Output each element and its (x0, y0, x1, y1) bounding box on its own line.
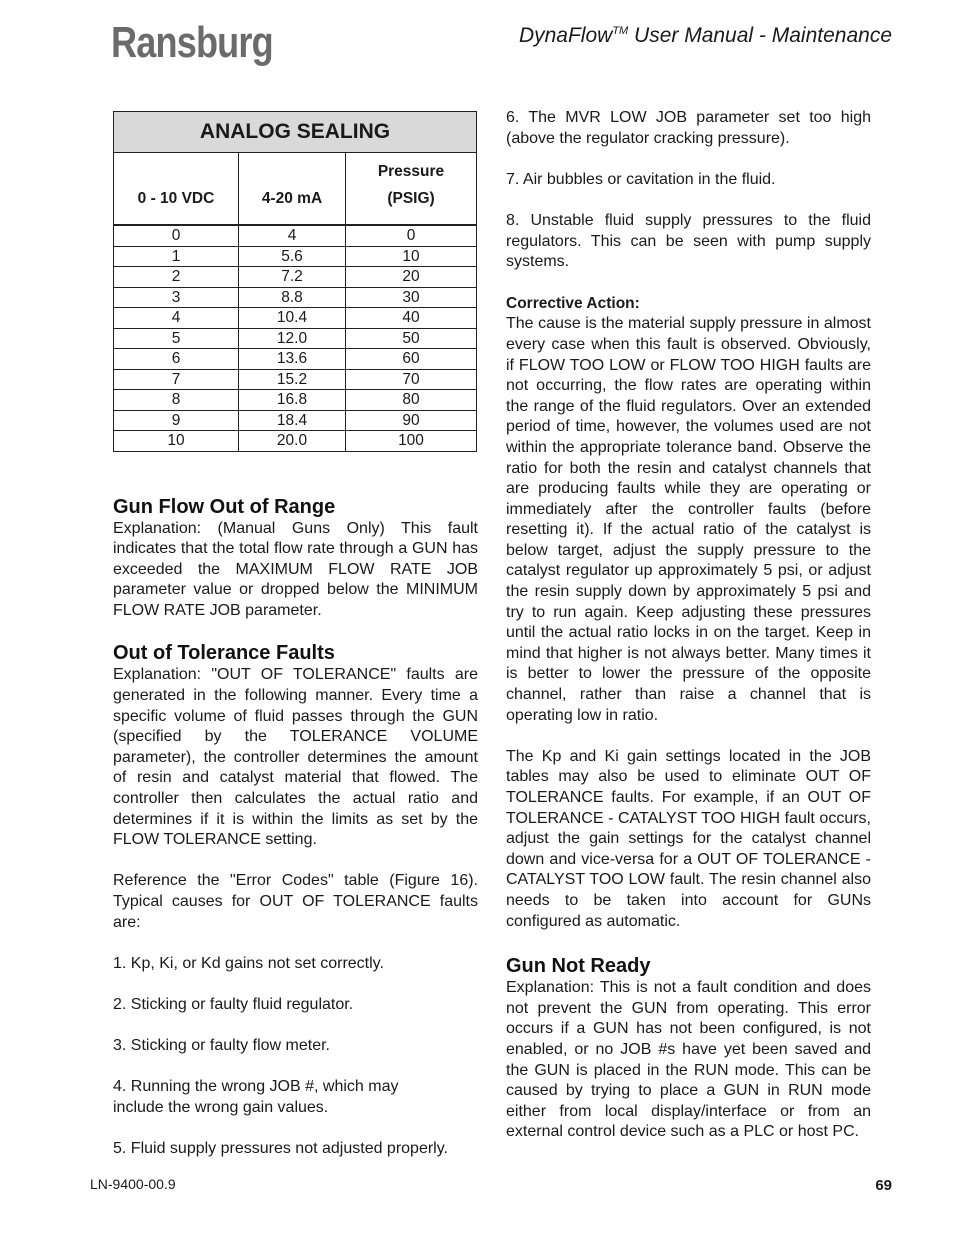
table-cell: 2 (114, 267, 239, 288)
table-cell: 8 (114, 390, 239, 411)
tolerance-reference: Reference the "Error Codes" table (Figure 16). Typical causes for OUT OF TOLERANCE faults are: (113, 872, 478, 931)
table-cell: 10 (114, 431, 239, 452)
table-cell: 80 (346, 390, 477, 411)
table-caption: ANALOG SEALING (114, 112, 477, 153)
title-main: DynaFlow (518, 24, 613, 47)
left-column (113, 111, 478, 1160)
corrective-action-text: The cause is the material supply pressure in almost every case when this fault is observed. Obviously, if FLOW TOO LOW or FLOW TOO HIGH faults are not occurring, the flow rates are operating within the range of the fluid regulators. Over an extended period of time, however, the volumes used are not within the appropriate tolerance band. Observe the ratio for both the resin and catalyst channels that are producing faults while they are operating or immediately after the controller faults (before resetting it). If the actual ratio of the catalyst is below target, adjust the supply pressure to the catalyst regulator up approximately 5 psi, or adjust the resin supply down by approximately 5 psi and try to run again. Keep adjusting these pressures until the actual ratio locks in on the target. Keep in mind that higher is not always better. Many times it is better to lower the pressure of the opposite channel, rather than raise a channel that is operating low in ratio. (506, 315, 871, 724)
tolerance-text: Explanation: "OUT OF TOLERANCE" faults are generated in the following manner. Every time a specific volume of fluid passes through the GUN (specified by the TOLERANCE VOLUME parameter), the controller determines the amount of resin and catalyst material that flowed. The controller then calculates the actual ratio and determines if it is within the limits as set by the FLOW TOLERANCE setting. (113, 666, 478, 849)
table-cell: 50 (346, 328, 477, 349)
table-body (114, 225, 477, 451)
table-cell: 4 (114, 308, 239, 329)
table-row (114, 267, 477, 288)
col-header-pressure (346, 153, 477, 226)
table-cell: 100 (346, 431, 477, 452)
right-column (506, 108, 871, 1143)
ransburg-logo: Ransburg (111, 18, 273, 67)
gun-not-ready-heading: Gun Not Ready (506, 955, 651, 978)
table-cell: 6 (114, 349, 239, 370)
table-cell: 7.2 (239, 267, 346, 288)
table-cell: 16.8 (239, 390, 346, 411)
cause-item: 4. Running the wrong JOB #, which may include the wrong gain values. (113, 1078, 399, 1116)
table-cell: 60 (346, 349, 477, 370)
table-cell: 40 (346, 308, 477, 329)
table-cell: 10.4 (239, 308, 346, 329)
gun-flow-heading: Gun Flow Out of Range (113, 495, 336, 518)
col-header-vdc: 0 - 10 VDC (114, 153, 239, 226)
table-cell: 8.8 (239, 287, 346, 308)
table-cell: 5.6 (239, 246, 346, 267)
table-cell: 5 (114, 328, 239, 349)
table-row (114, 369, 477, 390)
table-cell: 30 (346, 287, 477, 308)
table-cell: 10 (346, 246, 477, 267)
table-cell: 1 (114, 246, 239, 267)
gun-flow-text: Explanation: (Manual Guns Only) This fault indicates that the total flow rate through a GUN has exceeded the MAXIMUM FLOW RATE JOB parameter value or dropped below the MINIMUM FLOW RATE JOB parameter. (113, 519, 478, 619)
table-cell: 0 (346, 225, 477, 246)
gain-settings-text: The Kp and Ki gain settings located in the JOB tables may also be used to eliminate OUT OF TOLERANCE faults. For example, if an OUT OF TOLERANCE - CATALYST TOO HIGH fault occurs, adjust the gain settings for the catalyst channel down and vice-versa for a OUT OF TOLERANCE - CATALYST TOO LOW fault. The resin channel also needs to be taken into account for GUNs configured as automatic. (506, 747, 871, 930)
table-cell: 7 (114, 369, 239, 390)
cause-item: 8. Unstable fluid supply pressures to the fluid regulators. This can be seen with pump supply systems. (506, 211, 871, 271)
table-cell: 20 (346, 267, 477, 288)
table-cell: 9 (114, 410, 239, 431)
cause-item: 3. Sticking or faulty flow meter. (113, 1037, 330, 1055)
page-number: 69 (875, 1177, 892, 1194)
psig-label: (PSIG) (387, 190, 435, 207)
title-rest: User Manual - Maintenance (628, 24, 892, 47)
trademark-sup: TM (612, 25, 629, 37)
pressure-label: Pressure (377, 163, 445, 180)
manual-title (519, 24, 892, 48)
table-row (114, 328, 477, 349)
cause-item: 2. Sticking or faulty fluid regulator. (113, 995, 354, 1013)
analog-sealing-table (113, 111, 477, 452)
table-cell: 18.4 (239, 410, 346, 431)
table-cell: 20.0 (239, 431, 346, 452)
table-cell: 13.6 (239, 349, 346, 370)
col-header-ma: 4-20 mA (239, 153, 346, 226)
table-row (114, 349, 477, 370)
table-row (114, 308, 477, 329)
table-row (114, 431, 477, 452)
table-row (114, 390, 477, 411)
table-cell: 90 (346, 410, 477, 431)
table-cell: 12.0 (239, 328, 346, 349)
table-row (114, 410, 477, 431)
gun-not-ready-text: Explanation: This is not a fault condition and does not prevent the GUN from operating. This error occurs if a GUN has not been configured, is not enabled, or no JOB #s have yet been saved and the GUN is placed in the RUN mode. This can be caused by trying to place a GUN in RUN mode either from local display/interface or from an external control device such as a PLC or host PC. (506, 979, 871, 1141)
tolerance-heading: Out of Tolerance Faults (113, 642, 335, 665)
table-row (114, 225, 477, 246)
table-cell: 4 (239, 225, 346, 246)
cause-item: 7. Air bubbles or cavitation in the fluid. (506, 170, 776, 188)
table-cell: 0 (114, 225, 239, 246)
table-cell: 70 (346, 369, 477, 390)
cause-item: 1. Kp, Ki, or Kd gains not set correctly. (113, 954, 384, 972)
table-cell: 15.2 (239, 369, 346, 390)
table-row (114, 246, 477, 267)
document-number: LN-9400-00.9 (90, 1176, 176, 1192)
cause-item: 5. Fluid supply pressures not adjusted properly. (113, 1140, 448, 1158)
table-row (114, 287, 477, 308)
table-cell: 3 (114, 287, 239, 308)
cause-item: 6. The MVR LOW JOB parameter set too high (above the regulator cracking pressure). (506, 109, 871, 147)
corrective-action-heading: Corrective Action: (506, 295, 640, 313)
